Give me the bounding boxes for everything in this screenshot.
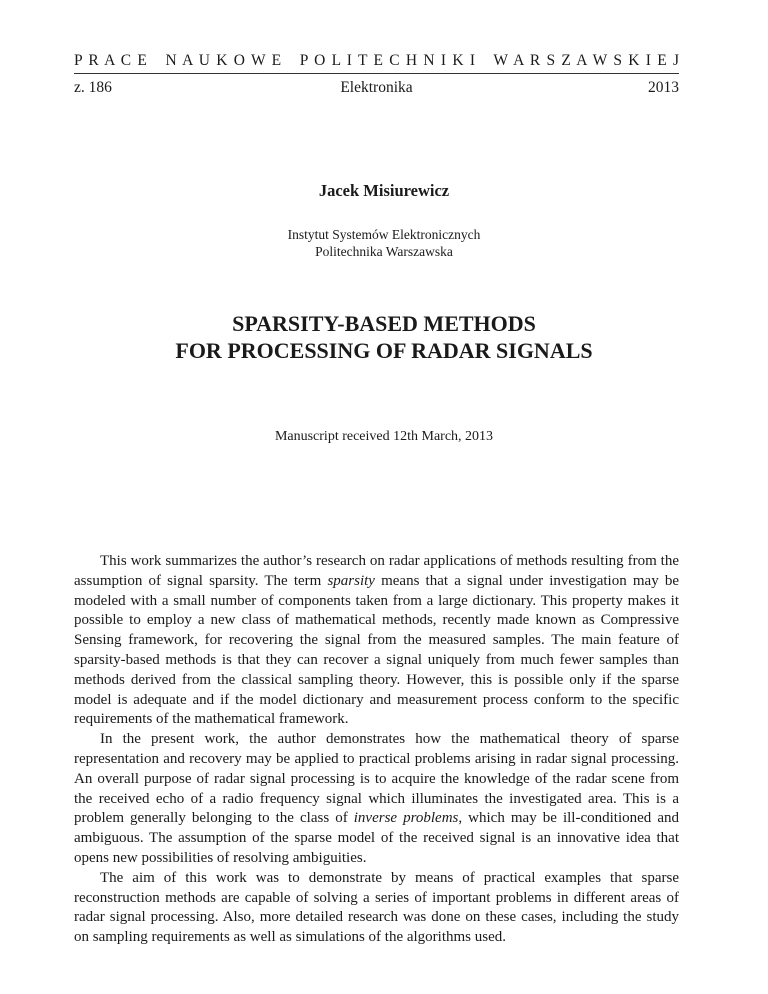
series-letter: C: [389, 52, 400, 69]
series-letter: O: [233, 52, 245, 69]
abstract-paragraph-2: [74, 730, 679, 869]
header-rule: [74, 73, 679, 74]
abstract-paragraph-3: The aim of this work was to demonstrate by means of practical examples that sparse reconstruction methods are capable of solving a series of important problems in different areas of radar signal processing. Also, more detailed research was done on these cases, including the study on sampling requirements as well as simulations of the algorithms used.: [74, 869, 679, 946]
series-letter: E: [657, 52, 667, 69]
series-letter: E: [373, 52, 383, 69]
series-letter: S: [546, 52, 556, 69]
series-letter: I: [469, 52, 476, 69]
series-letter: U: [198, 52, 210, 69]
series-letter: K: [216, 52, 228, 69]
series-letter: I: [645, 52, 651, 69]
received-date: Manuscript received 12th March, 2013: [274, 429, 494, 444]
title-line-2: FOR PROCESSING OF RADAR SIGNALS: [175, 338, 593, 363]
series-letter: R: [88, 52, 99, 69]
emphasis-sparsity: sparsity: [327, 572, 375, 589]
series-letter: O: [314, 52, 326, 69]
series-letter: T: [357, 52, 368, 69]
series-letter: A: [104, 52, 115, 69]
author-name: Jacek Misiurewicz: [318, 181, 450, 200]
abstract-p2-text-a: In the present work, the author demonstrates how the mathematical theory of sparse representation and recovery may be applied to practical problems arising in radar signal processing. An overall purpose of radar signal processing is to acquire the knowledge of the radar scene from the received echo of a radio frequency signal which illuminates the investigated area. This is a problem generally belonging to the class of: [74, 731, 679, 827]
year: 2013: [648, 79, 679, 96]
emphasis-inverse-problems: inverse problems: [353, 810, 459, 827]
series-letter: J: [672, 52, 680, 69]
series-letter: A: [576, 52, 587, 69]
paper-title: [0, 310, 768, 364]
series-letter: W: [251, 52, 266, 69]
series-letter: E: [137, 52, 147, 69]
abstract-p1-text-b: means that a signal under investigation may be modeled with a small number of components taken from a large dictionary. This property makes it possible to employ a new class of mathematical methods, recently made known as Compressive Sensing framework, for recovering the signal from the measured samples. The main feature of sparsity-based methods is that they can recover a signal uniquely from much fewer samples than methods derived from the classical sampling theory. However, this is possible only if the sparse model is adequate and if the model dictionary and measurement process conform to the specific requirements of the mathematical framework.: [74, 572, 679, 728]
series-letter: P: [299, 52, 308, 69]
header-meta: [74, 79, 679, 101]
series-letter: C: [120, 52, 132, 69]
series-letter: S: [613, 52, 622, 69]
affiliation: [0, 226, 768, 260]
title-line-1: SPARSITY-BASED METHODS: [232, 311, 536, 336]
series-letter: E: [271, 52, 282, 69]
series-letter: Z: [561, 52, 571, 69]
series-letter: H: [405, 52, 418, 69]
series-letter: K: [452, 52, 464, 69]
series-letter: A: [513, 52, 524, 69]
series-letter: L: [331, 52, 341, 69]
series-letter: I: [440, 52, 447, 69]
abstract: [74, 552, 679, 948]
field-name: Elektronika: [340, 79, 413, 96]
affiliation-line-1: Instytut Systemów Elektronicznych: [287, 227, 481, 242]
series-letter: I: [346, 52, 352, 69]
series-letter: W: [592, 52, 608, 69]
issue-number: z. 186: [74, 79, 112, 96]
series-letter: N: [165, 52, 177, 69]
abstract-p2-text-b: , which may be ill-conditioned and ambiguous. The assumption of the sparse model of the received signal is an innovative idea that opens new possibilities of resolving ambiguities.: [74, 810, 679, 866]
abstract-paragraph-1: [74, 552, 679, 730]
series-title: [74, 52, 679, 70]
series-letter: R: [529, 52, 541, 69]
series-letter: K: [628, 52, 640, 69]
series-letter: N: [423, 52, 435, 69]
affiliation-line-2: Politechnika Warszawska: [315, 244, 453, 259]
series-letter: A: [182, 52, 193, 69]
series-letter: P: [74, 52, 83, 69]
abstract-p1-text-a: This work summarizes the author’s research on radar applications of methods resulting from the assumption of signal sparsity. The term: [74, 553, 679, 589]
series-letter: W: [493, 52, 508, 69]
